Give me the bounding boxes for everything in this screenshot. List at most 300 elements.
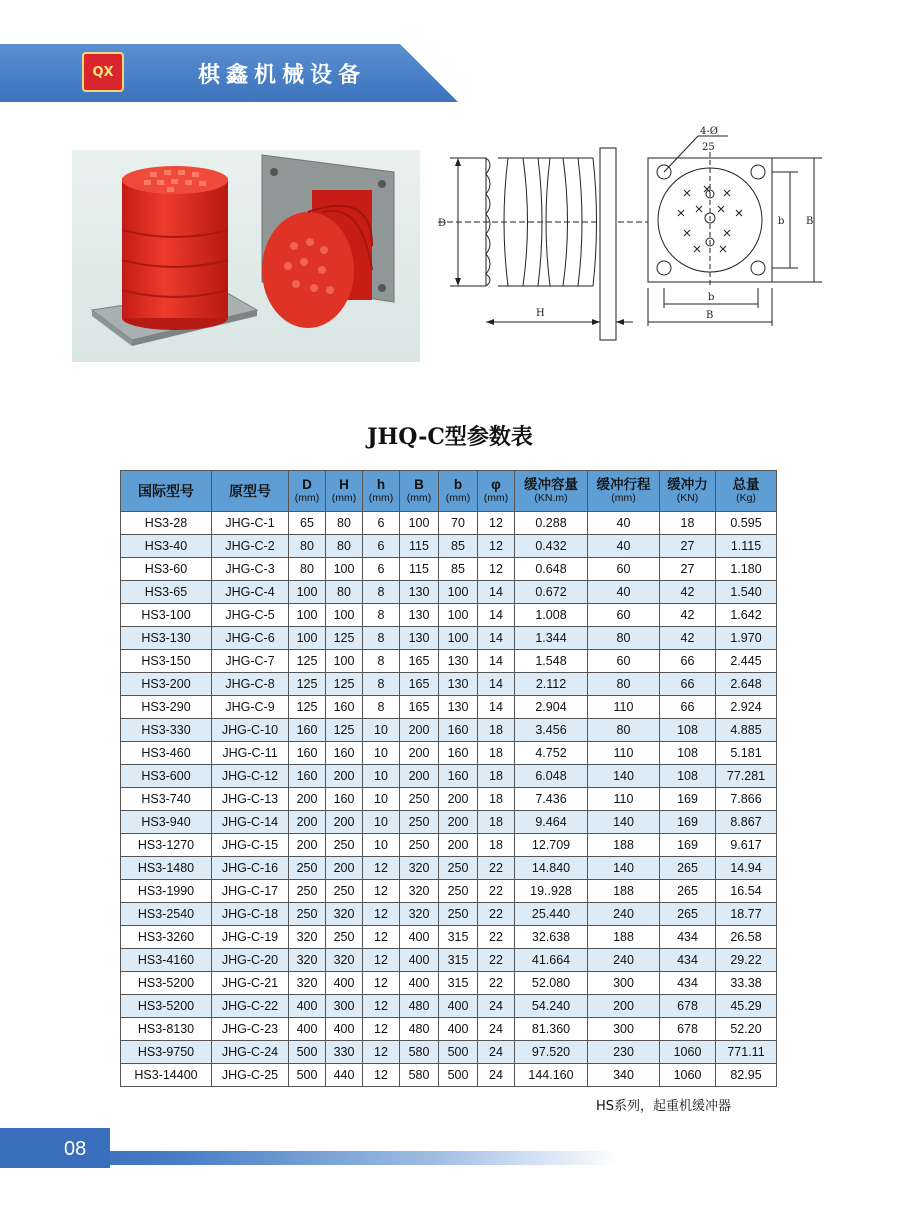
table-cell: 200: [289, 811, 326, 834]
table-cell: 500: [289, 1064, 326, 1087]
table-cell: 160: [289, 719, 326, 742]
table-cell: 169: [660, 811, 716, 834]
table-cell: 12: [363, 995, 400, 1018]
table-cell: 434: [660, 926, 716, 949]
table-cell: 22: [478, 903, 515, 926]
table-cell: 125: [326, 719, 363, 742]
table-cell: 320: [326, 949, 363, 972]
column-header: [716, 471, 777, 512]
table-cell: 200: [326, 765, 363, 788]
table-cell: 77.281: [716, 765, 777, 788]
table-cell: 18: [478, 719, 515, 742]
table-cell: 200: [326, 857, 363, 880]
table-cell: 16.54: [716, 880, 777, 903]
table-cell: 340: [588, 1064, 660, 1087]
table-cell: HS3-290: [121, 696, 212, 719]
table-cell: 32.638: [515, 926, 588, 949]
table-row: [121, 581, 777, 604]
table-cell: 6.048: [515, 765, 588, 788]
table-cell: 165: [400, 650, 439, 673]
table-cell: 400: [400, 926, 439, 949]
table-cell: JHG-C-14: [212, 811, 289, 834]
table-cell: 580: [400, 1041, 439, 1064]
table-cell: JHG-C-23: [212, 1018, 289, 1041]
table-cell: 200: [400, 742, 439, 765]
table-cell: 80: [326, 512, 363, 535]
label-B-vertical: B: [806, 216, 814, 227]
table-cell: 22: [478, 926, 515, 949]
table-cell: 14.840: [515, 857, 588, 880]
table-cell: HS3-150: [121, 650, 212, 673]
table-cell: 80: [326, 535, 363, 558]
table-row: [121, 949, 777, 972]
company-logo: [82, 52, 124, 92]
table-cell: 330: [326, 1041, 363, 1064]
table-row: [121, 604, 777, 627]
table-cell: 434: [660, 949, 716, 972]
table-cell: 250: [326, 834, 363, 857]
table-cell: 10: [363, 834, 400, 857]
column-header-unit: (mm): [368, 492, 394, 505]
table-cell: 250: [439, 857, 478, 880]
column-header: [212, 471, 289, 512]
table-cell: 160: [326, 788, 363, 811]
table-cell: 144.160: [515, 1064, 588, 1087]
table-cell: 480: [400, 995, 439, 1018]
table-cell: 230: [588, 1041, 660, 1064]
table-cell: 0.595: [716, 512, 777, 535]
table-cell: 771.11: [716, 1041, 777, 1064]
table-cell: JHG-C-2: [212, 535, 289, 558]
table-cell: HS3-5200: [121, 972, 212, 995]
table-cell: 52.080: [515, 972, 588, 995]
table-cell: 440: [326, 1064, 363, 1087]
column-header-label: D: [302, 476, 312, 492]
table-cell: 130: [400, 627, 439, 650]
table-cell: HS3-65: [121, 581, 212, 604]
table-cell: JHG-C-22: [212, 995, 289, 1018]
column-header: [400, 471, 439, 512]
table-cell: HS3-100: [121, 604, 212, 627]
table-cell: 500: [439, 1041, 478, 1064]
table-row: [121, 627, 777, 650]
table-cell: HS3-460: [121, 742, 212, 765]
table-cell: 200: [400, 719, 439, 742]
table-cell: 12: [478, 512, 515, 535]
table-cell: 1060: [660, 1064, 716, 1087]
table-row: [121, 834, 777, 857]
table-cell: 110: [588, 788, 660, 811]
table-cell: 7.436: [515, 788, 588, 811]
table-cell: 100: [289, 627, 326, 650]
table-cell: 7.866: [716, 788, 777, 811]
column-header-label: h: [376, 476, 386, 492]
table-row: [121, 650, 777, 673]
table-cell: 160: [326, 742, 363, 765]
table-cell: HS3-1480: [121, 857, 212, 880]
column-header-unit: (mm): [331, 492, 357, 505]
table-cell: 110: [588, 742, 660, 765]
dimension-drawing: [428, 122, 828, 344]
table-cell: 200: [439, 811, 478, 834]
table-cell: 40: [588, 535, 660, 558]
logo-text: QX: [92, 64, 114, 80]
table-cell: 200: [326, 811, 363, 834]
table-cell: 100: [326, 558, 363, 581]
table-cell: 125: [289, 673, 326, 696]
table-cell: 240: [588, 949, 660, 972]
column-header-label: 原型号: [229, 482, 271, 499]
column-header-unit: (KN): [676, 492, 699, 505]
table-cell: 60: [588, 650, 660, 673]
table-cell: 54.240: [515, 995, 588, 1018]
table-cell: 24: [478, 1018, 515, 1041]
table-cell: JHG-C-9: [212, 696, 289, 719]
table-cell: 8: [363, 604, 400, 627]
table-cell: 2.904: [515, 696, 588, 719]
column-header-label: H: [339, 476, 349, 492]
table-cell: 160: [289, 765, 326, 788]
table-cell: 160: [439, 765, 478, 788]
column-header-label: 缓冲行程: [596, 476, 651, 492]
table-cell: 400: [289, 1018, 326, 1041]
table-cell: 130: [400, 581, 439, 604]
table-cell: 40: [588, 512, 660, 535]
table-cell: HS3-130: [121, 627, 212, 650]
table-cell: 108: [660, 765, 716, 788]
table-cell: 188: [588, 834, 660, 857]
table-cell: 85: [439, 558, 478, 581]
table-cell: 125: [289, 650, 326, 673]
table-cell: 108: [660, 719, 716, 742]
table-cell: 250: [400, 788, 439, 811]
table-cell: 12: [363, 880, 400, 903]
table-cell: 160: [289, 742, 326, 765]
table-cell: 300: [588, 972, 660, 995]
table-cell: 14: [478, 581, 515, 604]
table-cell: 12: [363, 949, 400, 972]
table-cell: HS3-200: [121, 673, 212, 696]
table-cell: 160: [326, 696, 363, 719]
table-cell: 24: [478, 995, 515, 1018]
table-cell: 1.008: [515, 604, 588, 627]
table-cell: 70: [439, 512, 478, 535]
table-cell: HS3-40: [121, 535, 212, 558]
table-cell: 22: [478, 949, 515, 972]
table-cell: 100: [439, 581, 478, 604]
table-cell: JHG-C-17: [212, 880, 289, 903]
table-cell: 250: [289, 857, 326, 880]
table-cell: 500: [289, 1041, 326, 1064]
table-cell: 400: [326, 972, 363, 995]
table-cell: HS3-600: [121, 765, 212, 788]
table-cell: 0.648: [515, 558, 588, 581]
table-cell: 8: [363, 696, 400, 719]
table-cell: HS3-2540: [121, 903, 212, 926]
table-cell: JHG-C-3: [212, 558, 289, 581]
table-cell: JHG-C-8: [212, 673, 289, 696]
table-cell: 400: [400, 972, 439, 995]
table-cell: 100: [326, 604, 363, 627]
table-cell: 1.344: [515, 627, 588, 650]
table-cell: 9.464: [515, 811, 588, 834]
table-cell: 52.20: [716, 1018, 777, 1041]
table-cell: 12.709: [515, 834, 588, 857]
table-cell: 200: [289, 834, 326, 857]
table-cell: JHG-C-18: [212, 903, 289, 926]
label-B-horizontal: B: [706, 310, 714, 321]
table-cell: 130: [439, 673, 478, 696]
table-cell: 14: [478, 650, 515, 673]
table-cell: 110: [588, 696, 660, 719]
table-cell: 5.181: [716, 742, 777, 765]
table-cell: 10: [363, 719, 400, 742]
table-cell: HS3-28: [121, 512, 212, 535]
table-cell: HS3-4160: [121, 949, 212, 972]
table-cell: 1.115: [716, 535, 777, 558]
table-row: [121, 558, 777, 581]
table-cell: 27: [660, 558, 716, 581]
table-cell: JHG-C-11: [212, 742, 289, 765]
column-header-unit: (mm): [406, 492, 432, 505]
table-row: [121, 719, 777, 742]
table-cell: 45.29: [716, 995, 777, 1018]
table-cell: 2.648: [716, 673, 777, 696]
table-cell: 97.520: [515, 1041, 588, 1064]
table-cell: 250: [400, 811, 439, 834]
table-cell: JHG-C-24: [212, 1041, 289, 1064]
table-cell: 22: [478, 972, 515, 995]
table-cell: 24: [478, 1041, 515, 1064]
table-cell: JHG-C-6: [212, 627, 289, 650]
table-cell: 12: [478, 558, 515, 581]
table-cell: 300: [326, 995, 363, 1018]
table-cell: JHG-C-15: [212, 834, 289, 857]
table-cell: 0.288: [515, 512, 588, 535]
table-cell: JHG-C-25: [212, 1064, 289, 1087]
table-cell: JHG-C-21: [212, 972, 289, 995]
table-header-row: [121, 471, 777, 512]
table-cell: 400: [326, 1018, 363, 1041]
column-header-unit: (mm): [294, 492, 320, 505]
table-cell: 40: [588, 581, 660, 604]
table-cell: JHG-C-10: [212, 719, 289, 742]
table-cell: 250: [326, 880, 363, 903]
product-photo: [72, 150, 420, 362]
column-header-label: 缓冲容量: [524, 476, 578, 492]
column-header: [515, 471, 588, 512]
table-cell: 18: [478, 811, 515, 834]
table-cell: 200: [289, 788, 326, 811]
table-cell: 165: [400, 696, 439, 719]
table-cell: 22: [478, 880, 515, 903]
table-cell: 130: [439, 696, 478, 719]
table-cell: 188: [588, 926, 660, 949]
table-cell: 100: [439, 627, 478, 650]
table-cell: 12: [363, 903, 400, 926]
table-cell: JHG-C-13: [212, 788, 289, 811]
table-cell: 8: [363, 650, 400, 673]
table-cell: 12: [363, 1064, 400, 1087]
table-cell: 320: [289, 972, 326, 995]
column-header-unit: (mm): [611, 492, 636, 505]
table-cell: 80: [289, 535, 326, 558]
table-cell: 115: [400, 535, 439, 558]
table-cell: 1.970: [716, 627, 777, 650]
table-cell: JHG-C-7: [212, 650, 289, 673]
table-cell: 160: [439, 742, 478, 765]
footnote: HS系列，起重机缓冲器: [596, 1099, 732, 1114]
label-D: D: [438, 218, 447, 229]
table-row: [121, 903, 777, 926]
column-header: [121, 471, 212, 512]
table-cell: 265: [660, 903, 716, 926]
table-cell: HS3-9750: [121, 1041, 212, 1064]
table-cell: 8: [363, 673, 400, 696]
column-header-label: 总量: [732, 476, 760, 492]
column-header-label: 缓冲力: [667, 476, 708, 492]
table-cell: 678: [660, 1018, 716, 1041]
table-cell: 100: [400, 512, 439, 535]
table-cell: 65: [289, 512, 326, 535]
table-cell: 12: [363, 1041, 400, 1064]
table-cell: 300: [588, 1018, 660, 1041]
label-b-horizontal: b: [708, 292, 715, 303]
table-cell: 6: [363, 535, 400, 558]
table-cell: 400: [439, 995, 478, 1018]
table-cell: 14: [478, 673, 515, 696]
column-header-label: b: [453, 476, 463, 492]
table-cell: 4.885: [716, 719, 777, 742]
table-cell: 130: [400, 604, 439, 627]
table-cell: 24: [478, 1064, 515, 1087]
table-cell: 80: [588, 719, 660, 742]
table-cell: 169: [660, 834, 716, 857]
table-cell: 8: [363, 627, 400, 650]
table-cell: 315: [439, 972, 478, 995]
table-cell: 42: [660, 604, 716, 627]
table-cell: 8.867: [716, 811, 777, 834]
column-header: [326, 471, 363, 512]
table-cell: 250: [289, 903, 326, 926]
table-cell: 0.672: [515, 581, 588, 604]
table-cell: 18: [660, 512, 716, 535]
table-cell: HS3-14400: [121, 1064, 212, 1087]
table-cell: HS3-5200: [121, 995, 212, 1018]
table-row: [121, 535, 777, 558]
table-cell: 12: [363, 857, 400, 880]
label-25: 25: [702, 142, 715, 153]
table-cell: JHG-C-4: [212, 581, 289, 604]
table-cell: JHG-C-1: [212, 512, 289, 535]
page-tab: [0, 1128, 110, 1168]
table-body: [121, 512, 777, 1087]
table-cell: 80: [326, 581, 363, 604]
column-header: [588, 471, 660, 512]
table-cell: 160: [439, 719, 478, 742]
table-cell: 0.432: [515, 535, 588, 558]
table-cell: 140: [588, 765, 660, 788]
table-row: [121, 995, 777, 1018]
table-row: [121, 696, 777, 719]
table-cell: 140: [588, 857, 660, 880]
table-row: [121, 765, 777, 788]
table-cell: 14: [478, 627, 515, 650]
table-row: [121, 972, 777, 995]
table-cell: 14: [478, 696, 515, 719]
table-cell: HS3-1990: [121, 880, 212, 903]
table-cell: 66: [660, 696, 716, 719]
table-cell: 6: [363, 512, 400, 535]
table-cell: 66: [660, 650, 716, 673]
column-header: [289, 471, 326, 512]
table-cell: 200: [400, 765, 439, 788]
table-cell: 85: [439, 535, 478, 558]
table-cell: 200: [439, 834, 478, 857]
table-cell: 250: [400, 834, 439, 857]
table-cell: JHG-C-20: [212, 949, 289, 972]
table-cell: HS3-8130: [121, 1018, 212, 1041]
table-cell: 130: [439, 650, 478, 673]
table-row: [121, 1064, 777, 1087]
table-cell: HS3-740: [121, 788, 212, 811]
company-name: 棋鑫机械设备: [198, 62, 367, 88]
label-H: H: [536, 308, 545, 319]
table-cell: 25.440: [515, 903, 588, 926]
table-cell: 188: [588, 880, 660, 903]
table-cell: 400: [439, 1018, 478, 1041]
table-cell: 42: [660, 627, 716, 650]
column-header-label: φ: [491, 476, 501, 492]
table-cell: JHG-C-19: [212, 926, 289, 949]
column-header-unit: (KN.m): [534, 492, 568, 505]
table-cell: 115: [400, 558, 439, 581]
table-cell: 108: [660, 742, 716, 765]
table-cell: 320: [326, 903, 363, 926]
table-cell: JHG-C-16: [212, 857, 289, 880]
table-cell: 250: [439, 903, 478, 926]
table-row: [121, 880, 777, 903]
table-cell: 10: [363, 742, 400, 765]
table-cell: 100: [289, 604, 326, 627]
table-cell: 18: [478, 788, 515, 811]
table-cell: 315: [439, 949, 478, 972]
table-cell: 580: [400, 1064, 439, 1087]
column-header: [363, 471, 400, 512]
table-cell: 320: [400, 880, 439, 903]
table-cell: 12: [363, 926, 400, 949]
column-header: [660, 471, 716, 512]
table-cell: 12: [363, 1018, 400, 1041]
column-header-label: 国际型号: [138, 482, 194, 499]
table-title: JHQ-C型参数表: [367, 424, 533, 450]
table-cell: 320: [400, 903, 439, 926]
table-cell: 169: [660, 788, 716, 811]
table-cell: 320: [400, 857, 439, 880]
table-cell: 9.617: [716, 834, 777, 857]
table-cell: HS3-330: [121, 719, 212, 742]
table-cell: 265: [660, 880, 716, 903]
parameter-table: [120, 470, 777, 1087]
table-cell: 29.22: [716, 949, 777, 972]
table-cell: JHG-C-12: [212, 765, 289, 788]
table-cell: 10: [363, 811, 400, 834]
table-cell: 19..928: [515, 880, 588, 903]
table-cell: 41.664: [515, 949, 588, 972]
table-cell: 1.180: [716, 558, 777, 581]
table-cell: 315: [439, 926, 478, 949]
table-cell: 434: [660, 972, 716, 995]
